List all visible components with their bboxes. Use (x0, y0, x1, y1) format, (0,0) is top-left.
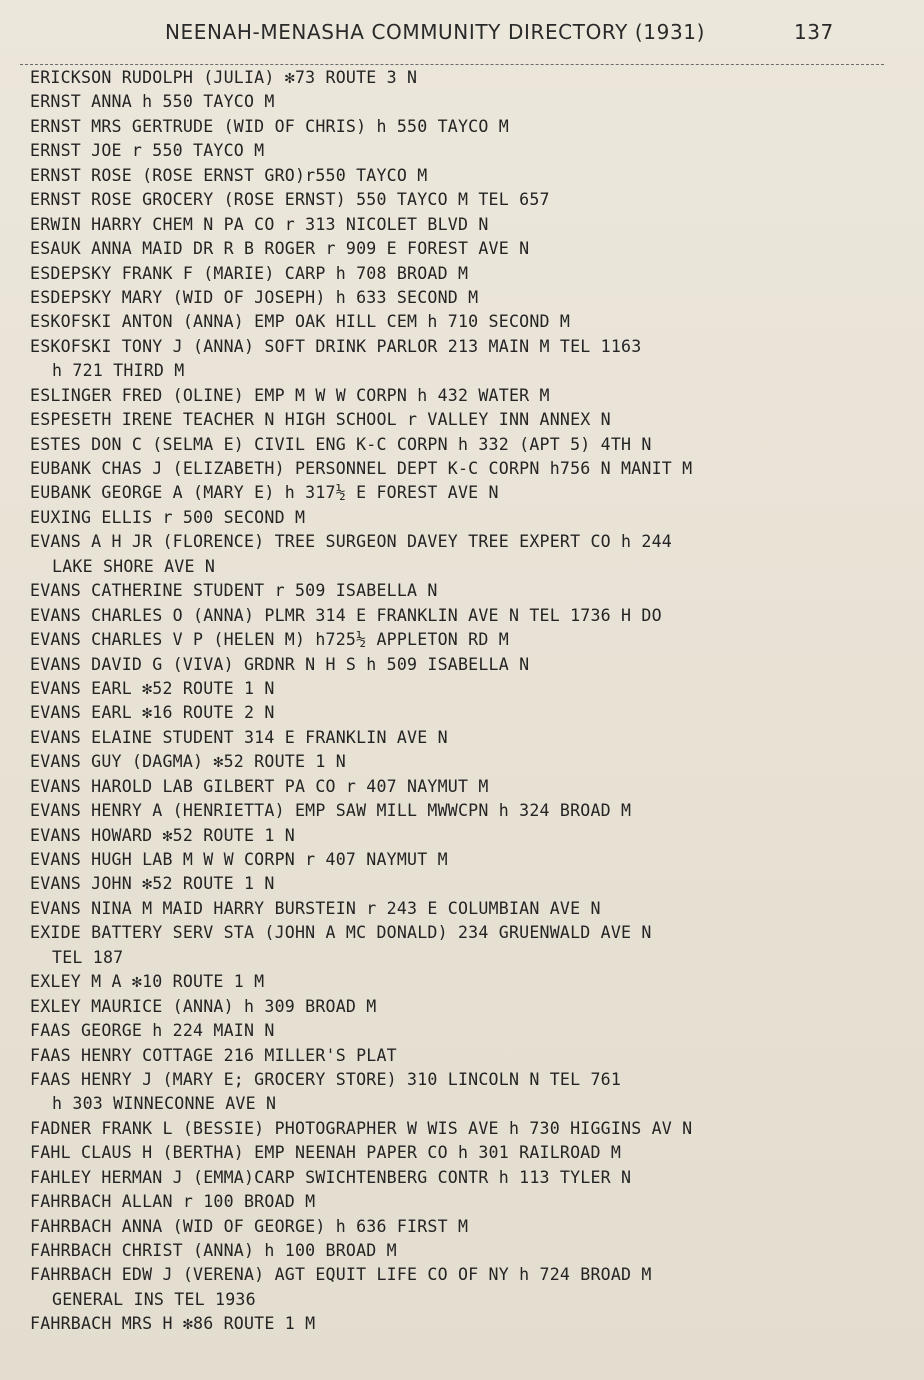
directory-entry: EUBANK GEORGE A (MARY E) h 317½ E FOREST AVE N (30, 483, 499, 503)
directory-entry: FAHRBACH EDW J (VERENA) AGT EQUIT LIFE CO OF NY h 724 BROAD M (30, 1265, 652, 1285)
directory-entry: EVANS EARL ✻52 ROUTE 1 N (30, 678, 275, 698)
directory-entry: FAAS GEORGE h 224 MAIN N (30, 1021, 275, 1041)
directory-entry: EVANS CATHERINE STUDENT r 509 ISABELLA N (30, 581, 438, 601)
directory-entry: ESKOFSKI TONY J (ANNA) SOFT DRINK PARLOR 213 MAIN M TEL 1163 (30, 336, 642, 356)
directory-entry: ESLINGER FRED (OLINE) EMP M W W CORPN h 432 WATER M (30, 385, 550, 405)
directory-entry: EVANS GUY (DAGMA) ✻52 ROUTE 1 N (30, 752, 346, 772)
directory-entry: FAHRBACH ALLAN r 100 BROAD M (30, 1192, 316, 1212)
header-divider (20, 64, 884, 65)
directory-entry: ERNST MRS GERTRUDE (WID OF CHRIS) h 550 TAYCO M (30, 116, 509, 136)
directory-entry: ESPESETH IRENE TEACHER N HIGH SCHOOL r VALLEY INN ANNEX N (30, 410, 611, 430)
directory-entry: ESAUK ANNA MAID DR R B ROGER r 909 E FOREST AVE N (30, 239, 530, 259)
directory-entry: EVANS A H JR (FLORENCE) TREE SURGEON DAVEY TREE EXPERT CO h 244 (30, 532, 672, 552)
directory-entry: ERNST JOE r 550 TAYCO M (30, 141, 265, 161)
directory-entry: EVANS HUGH LAB M W W CORPN r 407 NAYMUT M (30, 850, 448, 869)
directory-entry: EVANS CHARLES O (ANNA) PLMR 314 E FRANKLIN AVE N TEL 1736 H DO (30, 605, 662, 625)
directory-entry: EXIDE BATTERY SERV STA (JOHN A MC DONALD) 234 GRUENWALD AVE N (30, 923, 652, 943)
directory-entry: EXLEY MAURICE (ANNA) h 309 BROAD M (30, 996, 377, 1016)
directory-entry: EVANS HOWARD ✻52 ROUTE 1 N (30, 825, 295, 845)
page-header (0, 18, 924, 48)
directory-entry: FAHLEY HERMAN J (EMMA)CARP SWICHTENBERG CONTR h 113 TYLER N (30, 1167, 632, 1187)
directory-entry: EVANS NINA M MAID HARRY BURSTEIN r 243 E COLUMBIAN AVE N (30, 898, 601, 918)
directory-entry: ESDEPSKY MARY (WID OF JOSEPH) h 633 SECOND M (30, 287, 479, 307)
directory-entry: FAHRBACH MRS H ✻86 ROUTE 1 M (30, 1314, 316, 1334)
directory-entry: FAHRBACH ANNA (WID OF GEORGE) h 636 FIRST M (30, 1216, 469, 1236)
directory-entry: EUBANK CHAS J (ELIZABETH) PERSONNEL DEPT K-C CORPN h756 N MANIT M (30, 459, 693, 478)
directory-entry: ESKOFSKI ANTON (ANNA) EMP OAK HILL CEM h 710 SECOND M (30, 312, 571, 332)
directory-entry: FAAS HENRY J (MARY E; GROCERY STORE) 310 LINCOLN N TEL 761 (30, 1069, 622, 1089)
directory-entry: EVANS EARL ✻16 ROUTE 2 N (30, 703, 275, 723)
directory-entry: ERNST ROSE GROCERY (ROSE ERNST) 550 TAYCO M TEL 657 (30, 190, 550, 210)
directory-entry: EVANS ELAINE STUDENT 314 E FRANKLIN AVE N (30, 727, 448, 747)
directory-entry: EVANS HENRY A (HENRIETTA) EMP SAW MILL MWWCPN h 324 BROAD M (30, 801, 632, 821)
directory-entry: EXLEY M A ✻10 ROUTE 1 M (30, 972, 265, 992)
directory-entry: EVANS JOHN ✻52 ROUTE 1 N (30, 874, 275, 894)
directory-entry: ESDEPSKY FRANK F (MARIE) CARP h 708 BROAD M (30, 263, 469, 283)
directory-entry: FAHRBACH CHRIST (ANNA) h 100 BROAD M (30, 1241, 397, 1260)
directory-entry: ERNST ANNA h 550 TAYCO M (30, 92, 275, 112)
directory-listing (0, 66, 924, 1337)
directory-entry: ERNST ROSE (ROSE ERNST GRO)r550 TAYCO M (30, 165, 428, 185)
directory-entry: FAHL CLAUS H (BERTHA) EMP NEENAH PAPER CO h 301 RAILROAD M (30, 1143, 622, 1163)
directory-entry: FADNER FRANK L (BESSIE) PHOTOGRAPHER W WIS AVE h 730 HIGGINS AV N (30, 1118, 693, 1138)
directory-entry: ESTES DON C (SELMA E) CIVIL ENG K-C CORPN h 332 (APT 5) 4TH N (30, 434, 652, 454)
directory-entry: EVANS CHARLES V P (HELEN M) h725½ APPLETON RD M (30, 630, 509, 650)
directory-entry-continuation: GENERAL INS TEL 1936 (52, 1289, 256, 1309)
directory-entry-continuation: h 721 THIRD M (52, 361, 185, 381)
directory-entry-continuation: TEL 187 (52, 947, 124, 967)
directory-entry: EVANS HAROLD LAB GILBERT PA CO r 407 NAYMUT M (30, 776, 489, 796)
directory-entry-continuation: h 303 WINNECONNE AVE N (52, 1094, 277, 1114)
directory-title: NEENAH-MENASHA COMMUNITY DIRECTORY (1931) (165, 20, 705, 44)
directory-entry: ERICKSON RUDOLPH (JULIA) ✻73 ROUTE 3 N (30, 68, 418, 87)
directory-entry: EUXING ELLIS r 500 SECOND M (30, 507, 306, 527)
directory-entry-continuation: LAKE SHORE AVE N (52, 556, 216, 576)
directory-entry: ERWIN HARRY CHEM N PA CO r 313 NICOLET BLVD N (30, 214, 489, 234)
page-number: 137 (794, 20, 834, 44)
directory-entry: FAAS HENRY COTTAGE 216 MILLER'S PLAT (30, 1045, 397, 1065)
directory-entry: EVANS DAVID G (VIVA) GRDNR N H S h 509 ISABELLA N (30, 654, 530, 674)
